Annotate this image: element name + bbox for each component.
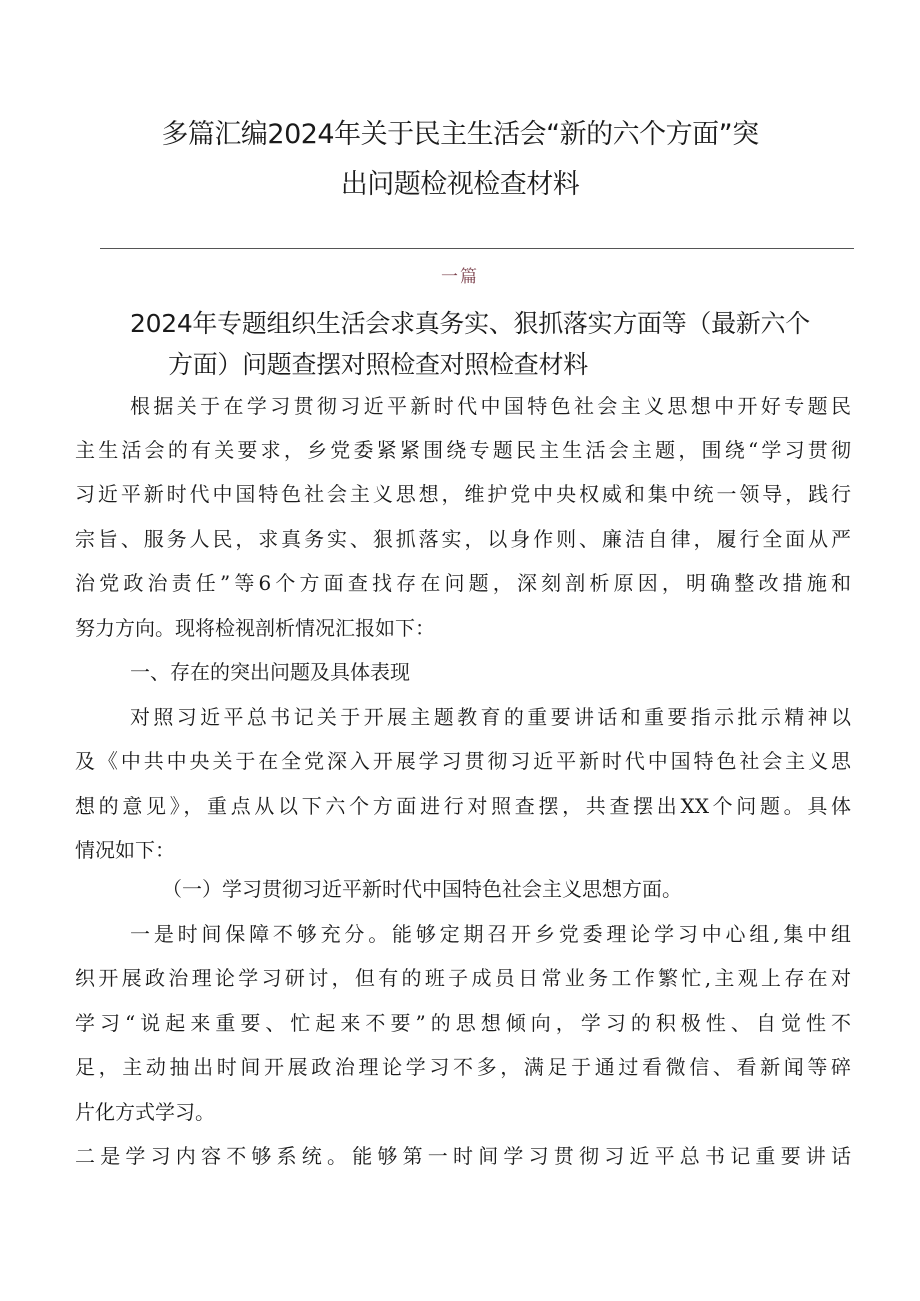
body-line: 足，主动抽出时间开展政治理论学习不多，满足于通过看微信、看新闻等碎 <box>75 1055 851 1079</box>
section-marker: 一篇 <box>441 267 479 287</box>
document-title-line-2: 出问题检视检查材料 <box>340 169 580 200</box>
body-line: 学习“说起来重要、忙起来不要”的思想倾向，学习的积极性、自觉性不 <box>75 1011 851 1035</box>
subsection-heading: （一）学习贯彻习近平新时代中国特色社会主义思想方面。 <box>162 877 682 901</box>
article-title-line-2: 方面）问题查摆对照检查对照检查材料 <box>168 350 588 379</box>
document-title-line-1: 多篇汇编2024年关于民主生活会“新的六个方面”突 <box>161 119 759 150</box>
body-line: 努力方向。现将检视剖析情况汇报如下： <box>75 616 435 640</box>
section-heading: 一、存在的突出问题及具体表现 <box>130 660 410 684</box>
body-line: 宗旨、服务人民，求真务实、狠抓落实，以身作则、廉洁自律，履行全面从严 <box>75 527 851 551</box>
body-line: 情况如下： <box>75 838 175 862</box>
body-line: 二是学习内容不够系统。能够第一时间学习贯彻习近平总书记重要讲话 <box>75 1144 851 1168</box>
body-line: 对照习近平总书记关于开展主题教育的重要讲话和重要指示批示精神以 <box>130 705 851 729</box>
body-line: 片化方式学习。 <box>75 1100 215 1124</box>
body-line: 治党政治责任”等6个方面查找存在问题，深刻剖析原因，明确整改措施和 <box>75 571 851 595</box>
article-title-line-1: 2024年专题组织生活会求真务实、狠抓落实方面等（最新六个 <box>130 309 810 338</box>
body-line: 习近平新时代中国特色社会主义思想，维护党中央权威和集中统一领导，践行 <box>75 482 851 506</box>
body-line: 主生活会的有关要求，乡党委紧紧围绕专题民主生活会主题，围绕“学习贯彻 <box>75 438 851 462</box>
body-line: 一是时间保障不够充分。能够定期召开乡党委理论学习中心组,集中组 <box>130 922 851 946</box>
body-line: 想的意见》，重点从以下六个方面进行对照查摆，共查摆出XX个问题。具体 <box>75 794 851 818</box>
body-line: 织开展政治理论学习研讨，但有的班子成员日常业务工作繁忙,主观上存在对 <box>75 966 851 990</box>
title-divider <box>100 248 854 249</box>
body-line: 及《中共中央关于在全党深入开展学习贯彻习近平新时代中国特色社会主义思 <box>75 749 851 773</box>
body-line: 根据关于在学习贯彻习近平新时代中国特色社会主义思想中开好专题民 <box>130 394 851 418</box>
